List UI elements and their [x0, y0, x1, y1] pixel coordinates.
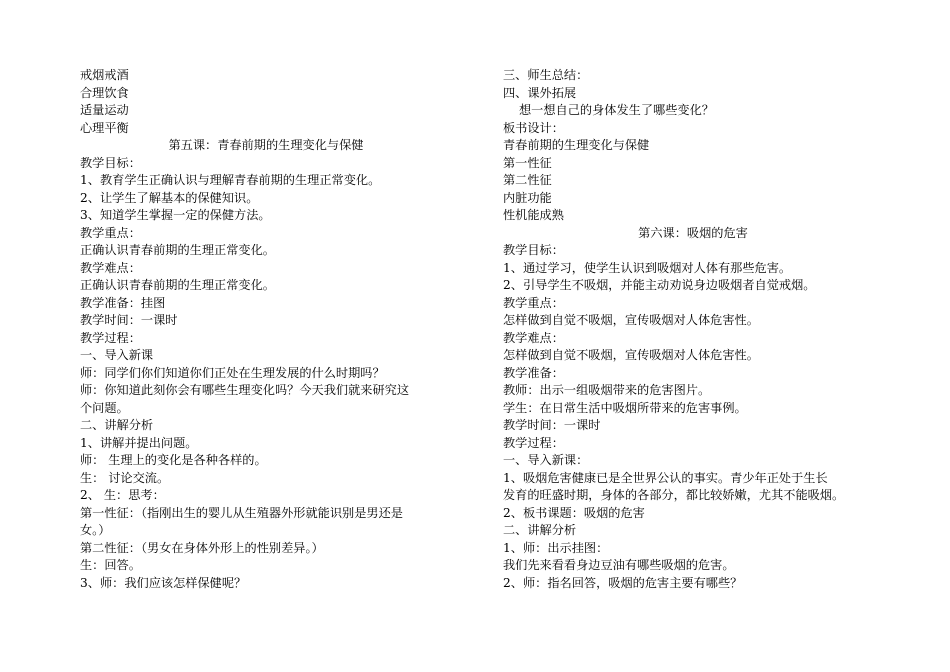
text-line: 教学目标：	[503, 243, 564, 257]
text-line: 教学过程：	[503, 435, 564, 450]
text-line: 第二性征	[503, 173, 552, 187]
text-line: 教学准备：挂图	[80, 295, 166, 310]
text-line: 二、讲解分析	[80, 418, 154, 432]
text-line: 2、引导学生不吸烟，并能主动劝说身边吸烟者自觉戒烟。	[503, 278, 816, 292]
lesson-heading: 第六课：吸烟的危害	[638, 225, 748, 240]
text-line: 一、导入新课	[80, 348, 154, 362]
text-line: 怎样做到自觉不吸烟，宣传吸烟对人体危害性。	[503, 313, 759, 327]
text-line: 个问题。	[80, 400, 129, 415]
text-line: 1、吸烟危害健康已是全世界公认的事实。青少年正处于生长	[503, 470, 828, 485]
text-line: 生：回答。	[80, 558, 141, 572]
text-line: 生： 讨论交流。	[80, 470, 170, 485]
left-column	[80, 67, 452, 592]
text-line: 教学时间：一课时	[80, 313, 178, 327]
text-line: 1、讲解并提出问题。	[80, 435, 198, 450]
text-line: 第二性征：（男女在身体外形上的性别差异。）	[80, 540, 324, 555]
text-line: 师： 生理上的变化是各种各样的。	[80, 453, 267, 467]
text-line: 四、课外拓展	[503, 85, 577, 100]
text-line: 2、板书课题：吸烟的危害	[503, 505, 645, 520]
text-line: 适量运动	[80, 103, 129, 117]
text-line: 教学目标：	[80, 155, 141, 170]
text-line: 教学准备：	[503, 365, 564, 380]
text-line: 戒烟戒酒	[80, 68, 129, 82]
text-line: 教学过程：	[80, 330, 141, 345]
text-line: 一、导入新课：	[503, 453, 589, 467]
text-line: 发育的旺盛时期，身体的各部分，都比较娇嫩，尤其不能吸烟。	[503, 488, 845, 502]
text-line: 性机能成熟	[503, 208, 564, 222]
text-line: 女。）	[80, 523, 111, 537]
text-line: 师：同学们你们知道你们正处在生理发展的什么时期吗？	[80, 365, 385, 380]
text-line: 教学难点：	[80, 260, 141, 275]
text-line: 合理饮食	[80, 85, 129, 100]
text-line: 二、讲解分析	[503, 523, 577, 537]
text-line: 正确认识青春前期的生理正常变化。	[80, 243, 275, 257]
text-line: 三、师生总结：	[503, 68, 589, 82]
text-line: 正确认识青春前期的生理正常变化。	[80, 278, 275, 292]
text-line: 教学难点：	[503, 330, 564, 345]
text-line: 2、师：指名回答，吸烟的危害主要有哪些？	[503, 575, 743, 590]
text-line: 第一性征	[503, 155, 552, 170]
text-line: 我们先来看看身边豆油有哪些吸烟的危害。	[503, 558, 735, 572]
text-line: 内脏功能	[503, 190, 552, 205]
text-line: 想一想自己的身体发生了哪些变化？	[519, 103, 714, 117]
lesson-heading: 第五课：青春前期的生理变化与保健	[168, 138, 364, 152]
text-line: 2、 生：思考：	[80, 488, 165, 502]
text-line: 教学重点：	[80, 225, 141, 240]
text-line: 3、知道学生掌握一定的保健方法。	[80, 208, 271, 222]
text-line: 教学时间：一课时	[503, 418, 601, 432]
text-line: 青春前期的生理变化与保健	[503, 138, 650, 152]
text-line: 师：你知道此刻你会有哪些生理变化吗？今天我们就来研究这	[80, 383, 410, 397]
text-line: 1、师：出示挂图：	[503, 540, 609, 555]
text-line: 教学重点：	[503, 295, 564, 310]
text-line: 3、师：我们应该怎样保健呢？	[80, 575, 247, 590]
right-column	[503, 67, 883, 592]
text-line: 板书设计：	[503, 120, 564, 135]
text-line: 第一性征：（指刚出生的婴儿从生殖器外形就能识别是男还是	[80, 505, 403, 520]
text-line: 怎样做到自觉不吸烟，宣传吸烟对人体危害性。	[503, 348, 759, 362]
text-line: 1、教育学生正确认识与理解青春前期的生理正常变化。	[80, 173, 381, 187]
text-line: 1、通过学习，使学生认识到吸烟对人体有那些危害。	[503, 260, 792, 275]
text-line: 2、让学生了解基本的保健知识。	[80, 190, 259, 205]
text-line: 心理平衡	[80, 120, 129, 135]
text-line: 学生：在日常生活中吸烟所带来的危害事例。	[503, 400, 747, 415]
text-line: 教师：出示一组吸烟带来的危害图片。	[503, 383, 711, 397]
